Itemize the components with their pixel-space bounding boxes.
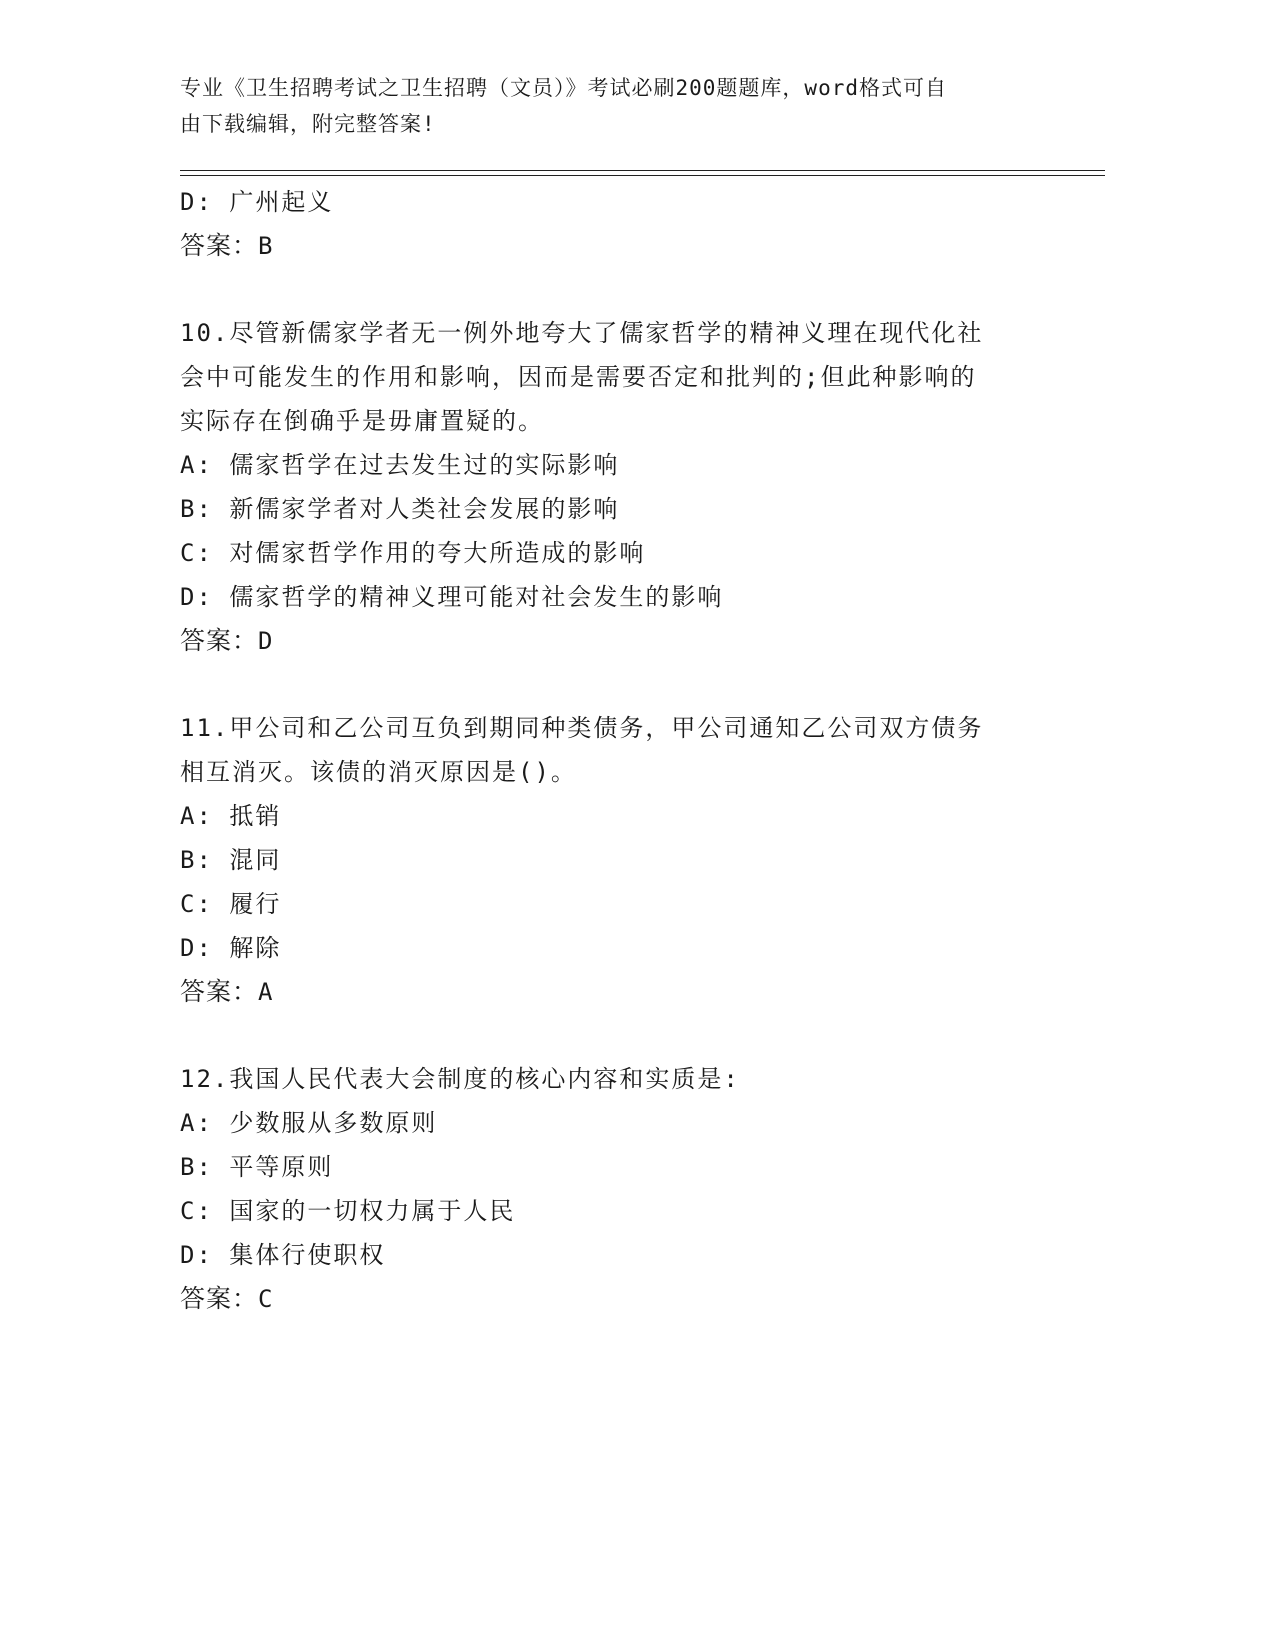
document-header [180, 70, 1040, 142]
header-divider-top [180, 170, 1105, 171]
option-b: B: 混同 [180, 846, 282, 874]
question-stem-line: 10.尽管新儒家学者无一例外地夸大了儒家哲学的精神义理在现代化社 [180, 319, 984, 347]
option-c: C: 国家的一切权力属于人民 [180, 1197, 516, 1225]
answer-label: 答案： [180, 626, 259, 655]
answer [180, 970, 1040, 1014]
question-11 [180, 706, 1040, 1014]
option-b: B: 平等原则 [180, 1153, 334, 1181]
answer-label: 答案： [180, 977, 259, 1006]
answer [180, 1277, 1040, 1321]
answer-label: 答案： [180, 231, 259, 260]
option-b: B: 新儒家学者对人类社会发展的影响 [180, 495, 620, 523]
option-c: C: 履行 [180, 890, 282, 918]
option-a: A: 少数服从多数原则 [180, 1109, 438, 1137]
question-10 [180, 311, 1040, 663]
option-d: D: 集体行使职权 [180, 1241, 386, 1269]
question-stem-line: 11.甲公司和乙公司互负到期同种类债务，甲公司通知乙公司双方债务 [180, 714, 984, 742]
prev-option-d: D: 广州起义 [180, 188, 334, 216]
option-d: D: 解除 [180, 934, 282, 962]
header-divider-bottom [180, 175, 1105, 176]
question-stem-line: 实际存在倒确乎是毋庸置疑的。 [180, 407, 544, 435]
answer-value: A [258, 978, 274, 1006]
option-a: A: 儒家哲学在过去发生过的实际影响 [180, 451, 620, 479]
header-line-1: 专业《卫生招聘考试之卫生招聘（文员）》考试必刷200题题库，word格式可自 [180, 76, 947, 100]
answer-label: 答案： [180, 1284, 259, 1313]
prev-answer [180, 224, 1040, 268]
option-d: D: 儒家哲学的精神义理可能对社会发生的影响 [180, 583, 724, 611]
answer [180, 619, 1040, 663]
question-stem-line: 相互消灭。该债的消灭原因是()。 [180, 758, 577, 786]
answer-value: C [258, 1285, 274, 1313]
question-stem-line: 12.我国人民代表大会制度的核心内容和实质是: [180, 1065, 740, 1093]
answer-value: D [258, 627, 274, 655]
answer-value: B [258, 232, 274, 260]
option-a: A: 抵销 [180, 802, 282, 830]
header-line-2: 由下载编辑，附完整答案! [180, 112, 436, 136]
option-c: C: 对儒家哲学作用的夸大所造成的影响 [180, 539, 646, 567]
question-stem-line: 会中可能发生的作用和影响，因而是需要否定和批判的;但此种影响的 [180, 363, 977, 391]
question-12 [180, 1057, 1040, 1321]
question-list [180, 180, 1040, 1321]
